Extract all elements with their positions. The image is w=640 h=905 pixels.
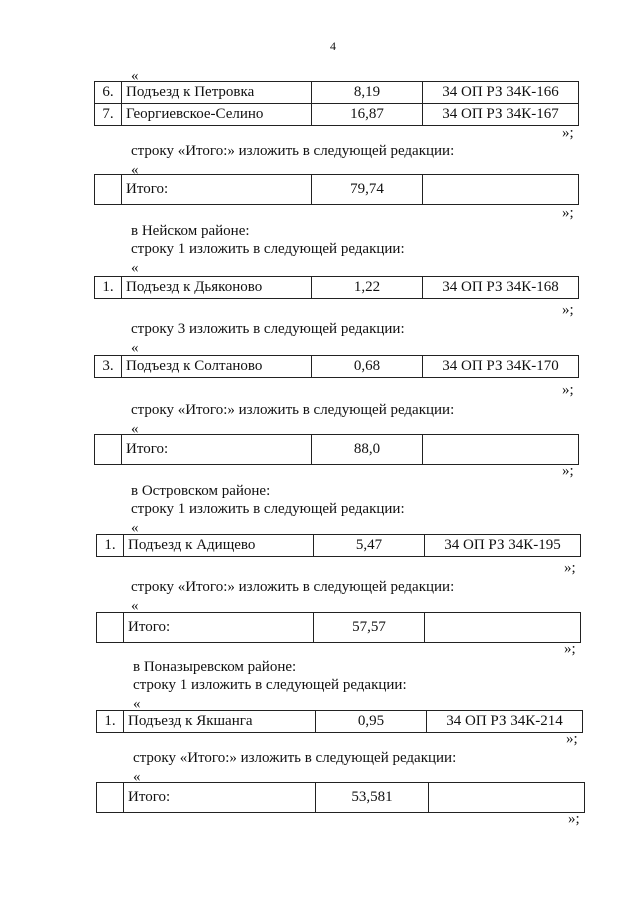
table-row — [97, 711, 583, 733]
empty-cell — [97, 783, 124, 813]
table-row — [95, 175, 579, 205]
road-length: 0,95 — [316, 711, 427, 733]
total-table — [94, 434, 579, 465]
road-code: 34 ОП РЗ 34К-195 — [425, 535, 581, 557]
row-number: 1. — [97, 535, 124, 557]
total-table — [96, 782, 585, 813]
open-quote: « — [133, 769, 141, 785]
table-row — [95, 277, 579, 299]
road-name: Подъезд к Дьяконово — [122, 277, 312, 299]
table-row — [97, 783, 585, 813]
total-value: 79,74 — [312, 175, 423, 205]
empty-cell — [97, 613, 124, 643]
open-quote: « — [131, 260, 139, 276]
close-quote: »; — [562, 125, 574, 141]
row-number: 3. — [95, 356, 122, 378]
open-quote: « — [131, 421, 139, 437]
row-number: 6. — [95, 82, 122, 104]
road-code: 34 ОП РЗ 34К-166 — [423, 82, 579, 104]
total-label: Итого: — [122, 435, 312, 465]
road-name: Подъезд к Солтаново — [122, 356, 312, 378]
row-number: 1. — [97, 711, 124, 733]
open-quote: « — [131, 598, 139, 614]
table-row — [95, 82, 579, 104]
close-quote: »; — [564, 560, 576, 576]
page-number: 4 — [330, 39, 336, 53]
close-quote: »; — [564, 641, 576, 657]
road-length: 16,87 — [312, 104, 423, 126]
close-quote: »; — [562, 463, 574, 479]
total-value: 53,581 — [316, 783, 429, 813]
close-quote: »; — [562, 205, 574, 221]
roads-table — [94, 355, 579, 378]
roads-table-continuation — [94, 81, 579, 126]
roads-table — [96, 534, 581, 557]
total-label: Итого: — [124, 613, 314, 643]
open-quote: « — [131, 162, 139, 178]
total-value: 88,0 — [312, 435, 423, 465]
total-label: Итого: — [124, 783, 316, 813]
road-code: 34 ОП РЗ 34К-168 — [423, 277, 579, 299]
road-name: Георгиевское-Селино — [122, 104, 312, 126]
road-length: 8,19 — [312, 82, 423, 104]
table-row — [95, 435, 579, 465]
instruction-text: строку 1 изложить в следующей редакции: — [133, 677, 407, 693]
total-value: 57,57 — [314, 613, 425, 643]
road-length: 5,47 — [314, 535, 425, 557]
district-heading: в Нейском районе: — [131, 223, 250, 239]
open-quote: « — [131, 520, 139, 536]
road-code: 34 ОП РЗ 34К-214 — [427, 711, 583, 733]
roads-table — [94, 276, 579, 299]
empty-cell — [429, 783, 585, 813]
district-heading: в Островском районе: — [131, 483, 271, 499]
close-quote: »; — [562, 302, 574, 318]
empty-cell — [423, 435, 579, 465]
row-number: 1. — [95, 277, 122, 299]
instruction-text: строку 1 изложить в следующей редакции: — [131, 241, 405, 257]
total-label: Итого: — [122, 175, 312, 205]
empty-cell — [425, 613, 581, 643]
road-name: Подъезд к Якшанга — [124, 711, 316, 733]
roads-table — [96, 710, 583, 733]
table-row — [95, 104, 579, 126]
open-quote: « — [131, 68, 139, 84]
road-length: 0,68 — [312, 356, 423, 378]
table-row — [97, 613, 581, 643]
table-row — [95, 356, 579, 378]
road-length: 1,22 — [312, 277, 423, 299]
road-name: Подъезд к Петровка — [122, 82, 312, 104]
close-quote: »; — [568, 811, 580, 827]
open-quote: « — [131, 340, 139, 356]
empty-cell — [95, 175, 122, 205]
instruction-text: строку «Итого:» изложить в следующей редакции: — [131, 579, 455, 595]
instruction-text: строку 3 изложить в следующей редакции: — [131, 321, 405, 337]
road-code: 34 ОП РЗ 34К-167 — [423, 104, 579, 126]
close-quote: »; — [566, 731, 578, 747]
total-table — [94, 174, 579, 205]
road-code: 34 ОП РЗ 34К-170 — [423, 356, 579, 378]
instruction-text: строку «Итого:» изложить в следующей редакции: — [131, 143, 455, 159]
open-quote: « — [133, 696, 141, 712]
total-table — [96, 612, 581, 643]
empty-cell — [95, 435, 122, 465]
table-row — [97, 535, 581, 557]
row-number: 7. — [95, 104, 122, 126]
district-heading: в Поназыревском районе: — [133, 659, 297, 675]
instruction-text: строку 1 изложить в следующей редакции: — [131, 501, 405, 517]
instruction-text: строку «Итого:» изложить в следующей редакции: — [131, 402, 455, 418]
instruction-text: строку «Итого:» изложить в следующей редакции: — [133, 750, 457, 766]
empty-cell — [423, 175, 579, 205]
road-name: Подъезд к Адищево — [124, 535, 314, 557]
close-quote: »; — [562, 382, 574, 398]
